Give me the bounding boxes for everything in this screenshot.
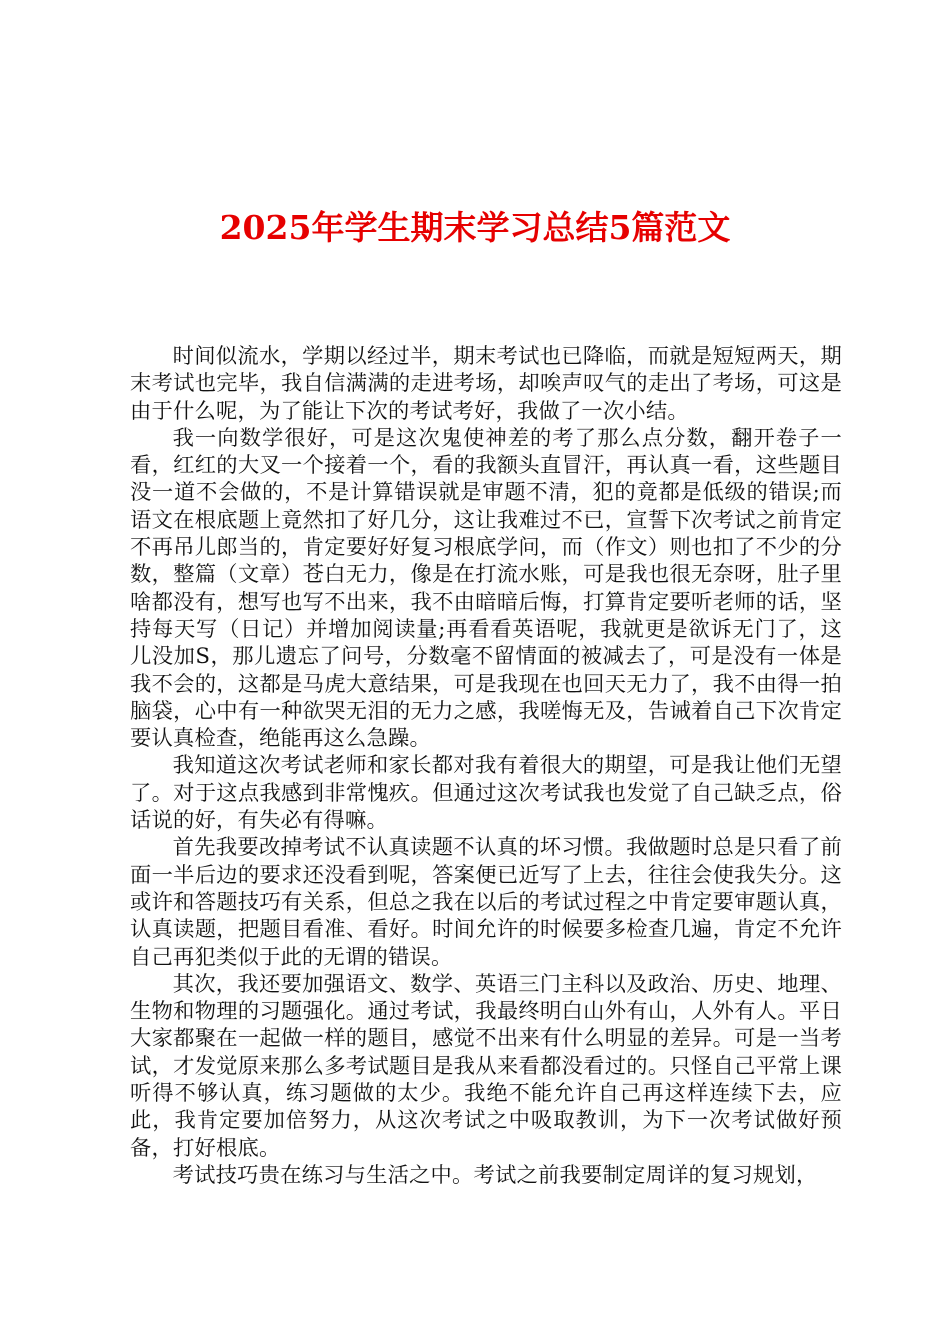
paragraph: 时间似流水，学期以经过半，期末考试也已降临，而就是短短两天，期末考试也完毕，我自信满满的走进考场，却唉声叹气的走出了考场，可这是由于什么呢，为了能让下次的考试考好，我做了一次小结。 [130, 344, 842, 424]
paragraph: 我一向数学很好，可是这次鬼使神差的考了那么点分数，翻开卷子一看，红红的大叉一个接着一个，看的我额头直冒汗，再认真一看，这些题目没一道不会做的，不是计算错误就是审题不清，犯的竟都是低级的错误;而语文在根底题上竟然扣了好几分，这让我难过不已，宣誓下次考试之前肯定不再吊儿郎当的，肯定要好好复习根底学问，而（作文）则也扣了不少的分数，整篇（文章）苍白无力，像是在打流水账，可是我也很无奈呀，肚子里啥都没有，想写也写不出来，我不由暗暗后悔，打算肯定要听老师的话，坚持每天写（日记）并增加阅读量;再看看英语呢，我就更是欲诉无门了，这儿没加S，那儿遗忘了问号，分数毫不留情面的被减去了，可是没有一体是我不会的，这都是马虎大意结果，可是我现在也回天无力了，我不由得一拍脑袋，心中有一种欲哭无泪的无力之感，我嗟悔无及，告诫着自己下次肯定要认真检查，绝能再这么急躁。 [130, 425, 842, 752]
paragraph: 首先我要改掉考试不认真读题不认真的坏习惯。我做题时总是只看了前面一半后边的要求还没看到呢，答案便已近写了上去，往往会使我失分。这或许和答题技巧有关系，但总之我在以后的考试过程之中肯定要审题认真，认真读题，把题目看准、看好。时间允许的时候要多检查几遍，肯定不允许自己再犯类似于此的无谓的错误。 [130, 835, 842, 970]
document-title: 2025年学生期末学习总结5篇范文 [219, 208, 731, 247]
paragraph: 我知道这次考试老师和家长都对我有着很大的期望，可是我让他们无望了。对于这点我感到非常愧疚。但通过这次考试我也发觉了自己缺乏点，俗话说的好，有失必有得嘛。 [130, 753, 842, 834]
paragraph: 其次，我还要加强语文、数学、英语三门主科以及政治、历史、地理、生物和物理的习题强化。通过考试，我最终明白山外有山，人外有人。平日大家都聚在一起做一样的题目，感觉不出来有什么明显的差异。可是一当考试，才发觉原来那么多考试题目是我从来看都没看过的。只怪自己平常上课听得不够认真，练习题做的太少。我绝不能允许自己再这样连续下去，应此，我肯定要加倍努力，从这次考试之中吸取教训，为下一次考试做好预备，打好根底。 [130, 971, 842, 1161]
paragraph: 考试技巧贵在练习与生活之中。考试之前我要制定周详的复习规划， [172, 1162, 818, 1188]
document-body [130, 343, 842, 1189]
